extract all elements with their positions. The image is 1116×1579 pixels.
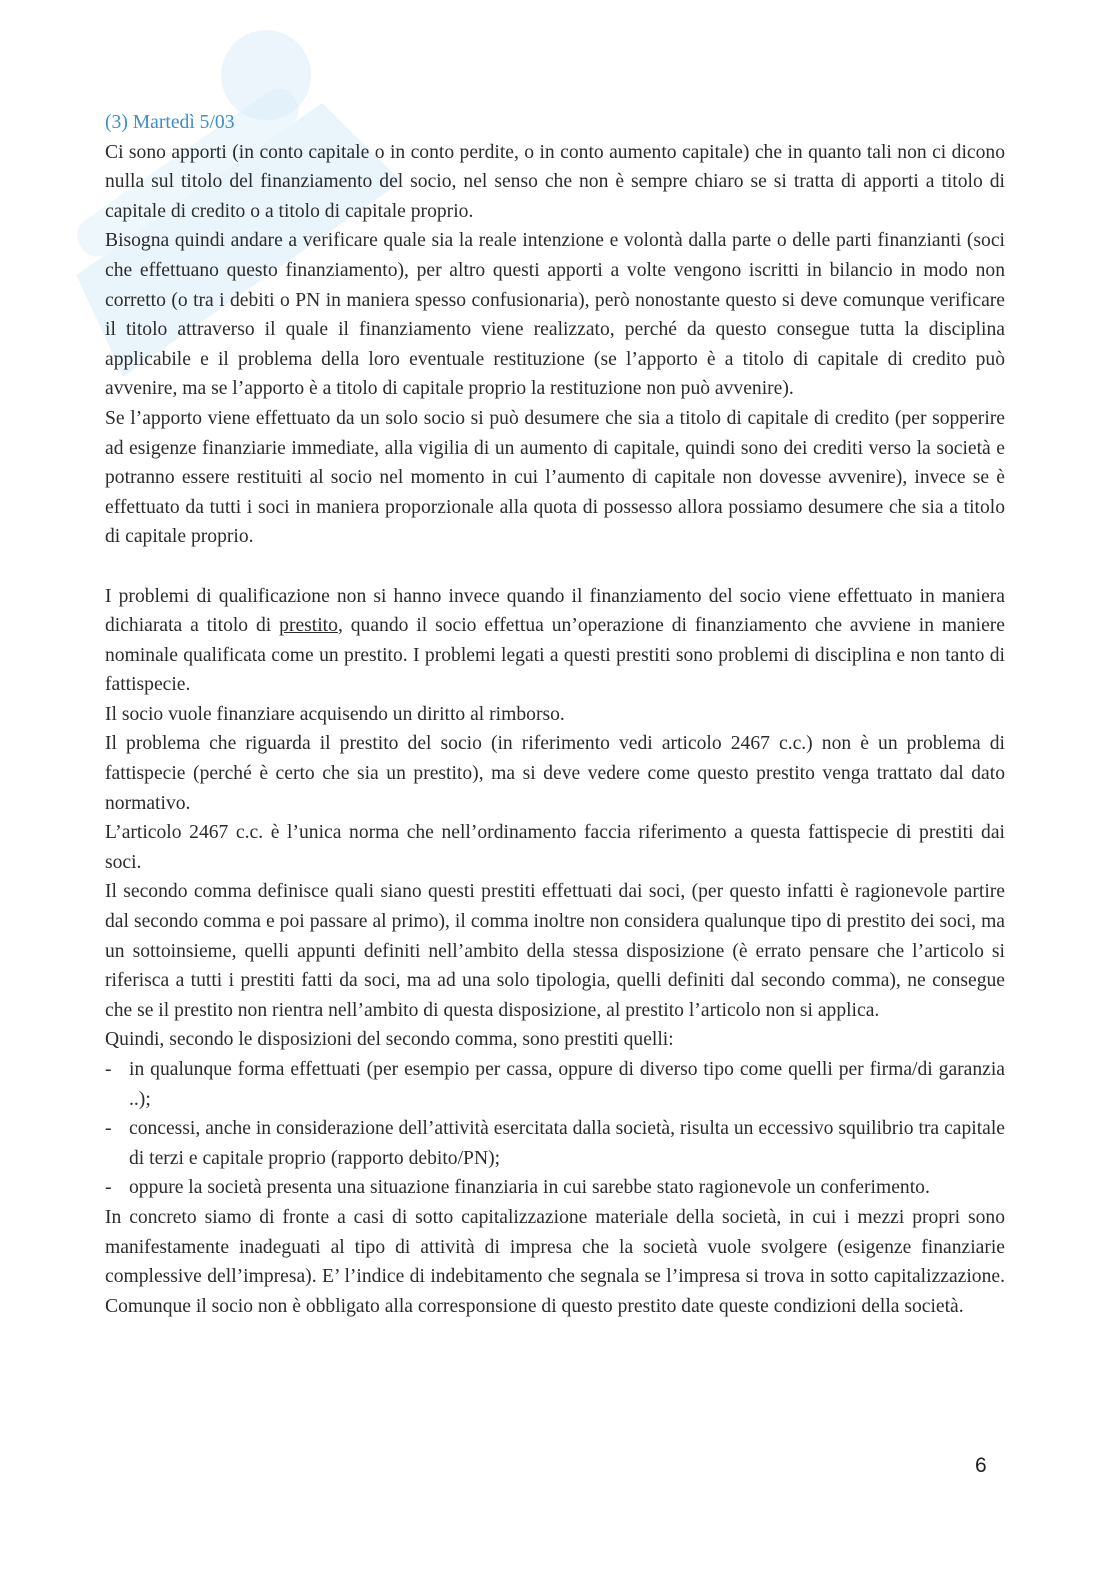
- paragraph: Ci sono apporti (in conto capitale o in conto perdite, o in conto aumento capitale) che in quanto tali non ci dicono nulla sul titolo del finanziamento del socio, nel senso che non è sempre chiaro se si tratta di apporti a titolo di capitale di credito o a titolo di capitale proprio.: [105, 141, 1005, 222]
- paragraph: Quindi, secondo le disposizioni del secondo comma, sono prestiti quelli:: [105, 1029, 674, 1051]
- list-item: [105, 1055, 1005, 1114]
- list-item-text: in qualunque forma effettuati (per esempio per cassa, oppure di diverso tipo come quelli per firma/di garanzia ..);: [129, 1059, 1005, 1110]
- conditions-list: [105, 1055, 1005, 1203]
- date-heading: (3) Martedì 5/03: [105, 112, 235, 133]
- list-item-text: oppure la società presenta una situazione finanziaria in cui sarebbe stato ragionevole un conferimento.: [129, 1177, 930, 1199]
- list-bullet: -: [105, 1059, 112, 1080]
- page-number: 6: [975, 1454, 987, 1477]
- paragraph: Bisogna quindi andare a verificare quale sia la reale intenzione e volontà dalla parte o delle parti finanzianti (soci che effettuano questo finanziamento), per altro questi apporti a volte vengono iscritti in bilancio in modo non corretto (o tra i debiti o PN in maniera spesso confusionaria), però nonostante questo si deve comunque verificare il titolo attraverso il quale il finanziamento viene realizzato, perché da questo consegue tutta la disciplina applicabile e il problema della loro eventuale restituzione (se l’apporto è a titolo di capitale di credito può avvenire, ma se l’apporto è a titolo di capitale proprio la restituzione non può avvenire).: [105, 230, 1005, 400]
- paragraph: L’articolo 2467 c.c. è l’unica norma che nell’ordinamento faccia riferimento a questa fattispecie di prestiti dai soci.: [105, 822, 1005, 873]
- paragraph-spacer: [105, 552, 1005, 582]
- paragraph: Il secondo comma definisce quali siano questi prestiti effettuati dai soci, (per questo infatti è ragionevole partire dal secondo comma e poi passare al primo), il comma inoltre non considera qualunque tipo di prestito dei soci, ma un sottoinsieme, quelli appunti definiti nell’ambito della stessa disposizione (è errato pensare che l’articolo si riferisca a tutti i prestiti fatti da soci, ma ad una solo tipologia, quelli definiti dal secondo comma), ne consegue che se il prestito non rientra nell’ambito di questa disposizione, al prestito l’articolo non si applica.: [105, 881, 1005, 1021]
- paragraph: Il problema che riguarda il prestito del socio (in riferimento vedi articolo 2467 c.c.) non è un problema di fattispecie (perché è certo che sia un prestito), ma si deve vedere come questo prestito venga trattato dal dato normativo.: [105, 733, 1005, 814]
- list-item-text: concessi, anche in considerazione dell’attività esercitata dalla società, risulta un eccessivo squilibrio tra capitale di terzi e capitale proprio (rapporto debito/PN);: [129, 1118, 1005, 1169]
- paragraph: Il socio vuole finanziare acquisendo un diritto al rimborso.: [105, 703, 565, 725]
- paragraph-text: , quando il socio effettua un’operazione di finanziamento che avviene in maniere nominale qualificata come un prestito. I problemi legati a questi prestiti sono problemi di disciplina e non tanto di fattispecie.: [105, 615, 1005, 696]
- underlined-term: prestito: [279, 615, 338, 637]
- page-body: [105, 108, 1005, 1321]
- list-bullet: -: [105, 1177, 112, 1199]
- paragraph: [105, 582, 1005, 700]
- list-item: [105, 1114, 1005, 1173]
- paragraph: Se l’apporto viene effettuato da un solo socio si può desumere che sia a titolo di capitale di credito (per sopperire ad esigenze finanziarie immediate, alla vigilia di un aumento di capitale, quindi sono dei crediti verso la società e potranno essere restituiti al socio nel momento in cui l’aumento di capitale non dovesse avvenire), invece se è effettuato da tutti i soci in maniera proporzionale alla quota di possesso allora possiamo desumere che sia a titolo di capitale proprio.: [105, 407, 1005, 548]
- list-item: [105, 1173, 1005, 1203]
- list-bullet: -: [105, 1118, 112, 1140]
- paragraph: In concreto siamo di fronte a casi di sotto capitalizzazione materiale della società, in cui i mezzi propri sono manifestamente inadeguati al tipo di attività di impresa che la società vuole svolgere (esigenze finanziarie complessive dell’impresa). E’ l’indice di indebitamento che segnala se l’impresa si trova in sotto capitalizzazione. Comunque il socio non è obbligato alla corresponsione di questo prestito date queste condizioni della società.: [105, 1206, 1005, 1317]
- paragraph-text: I problemi di qualificazione non si hanno invece quando il finanziamento del socio viene effettuato in maniera dichiarata a titolo di: [105, 585, 1005, 637]
